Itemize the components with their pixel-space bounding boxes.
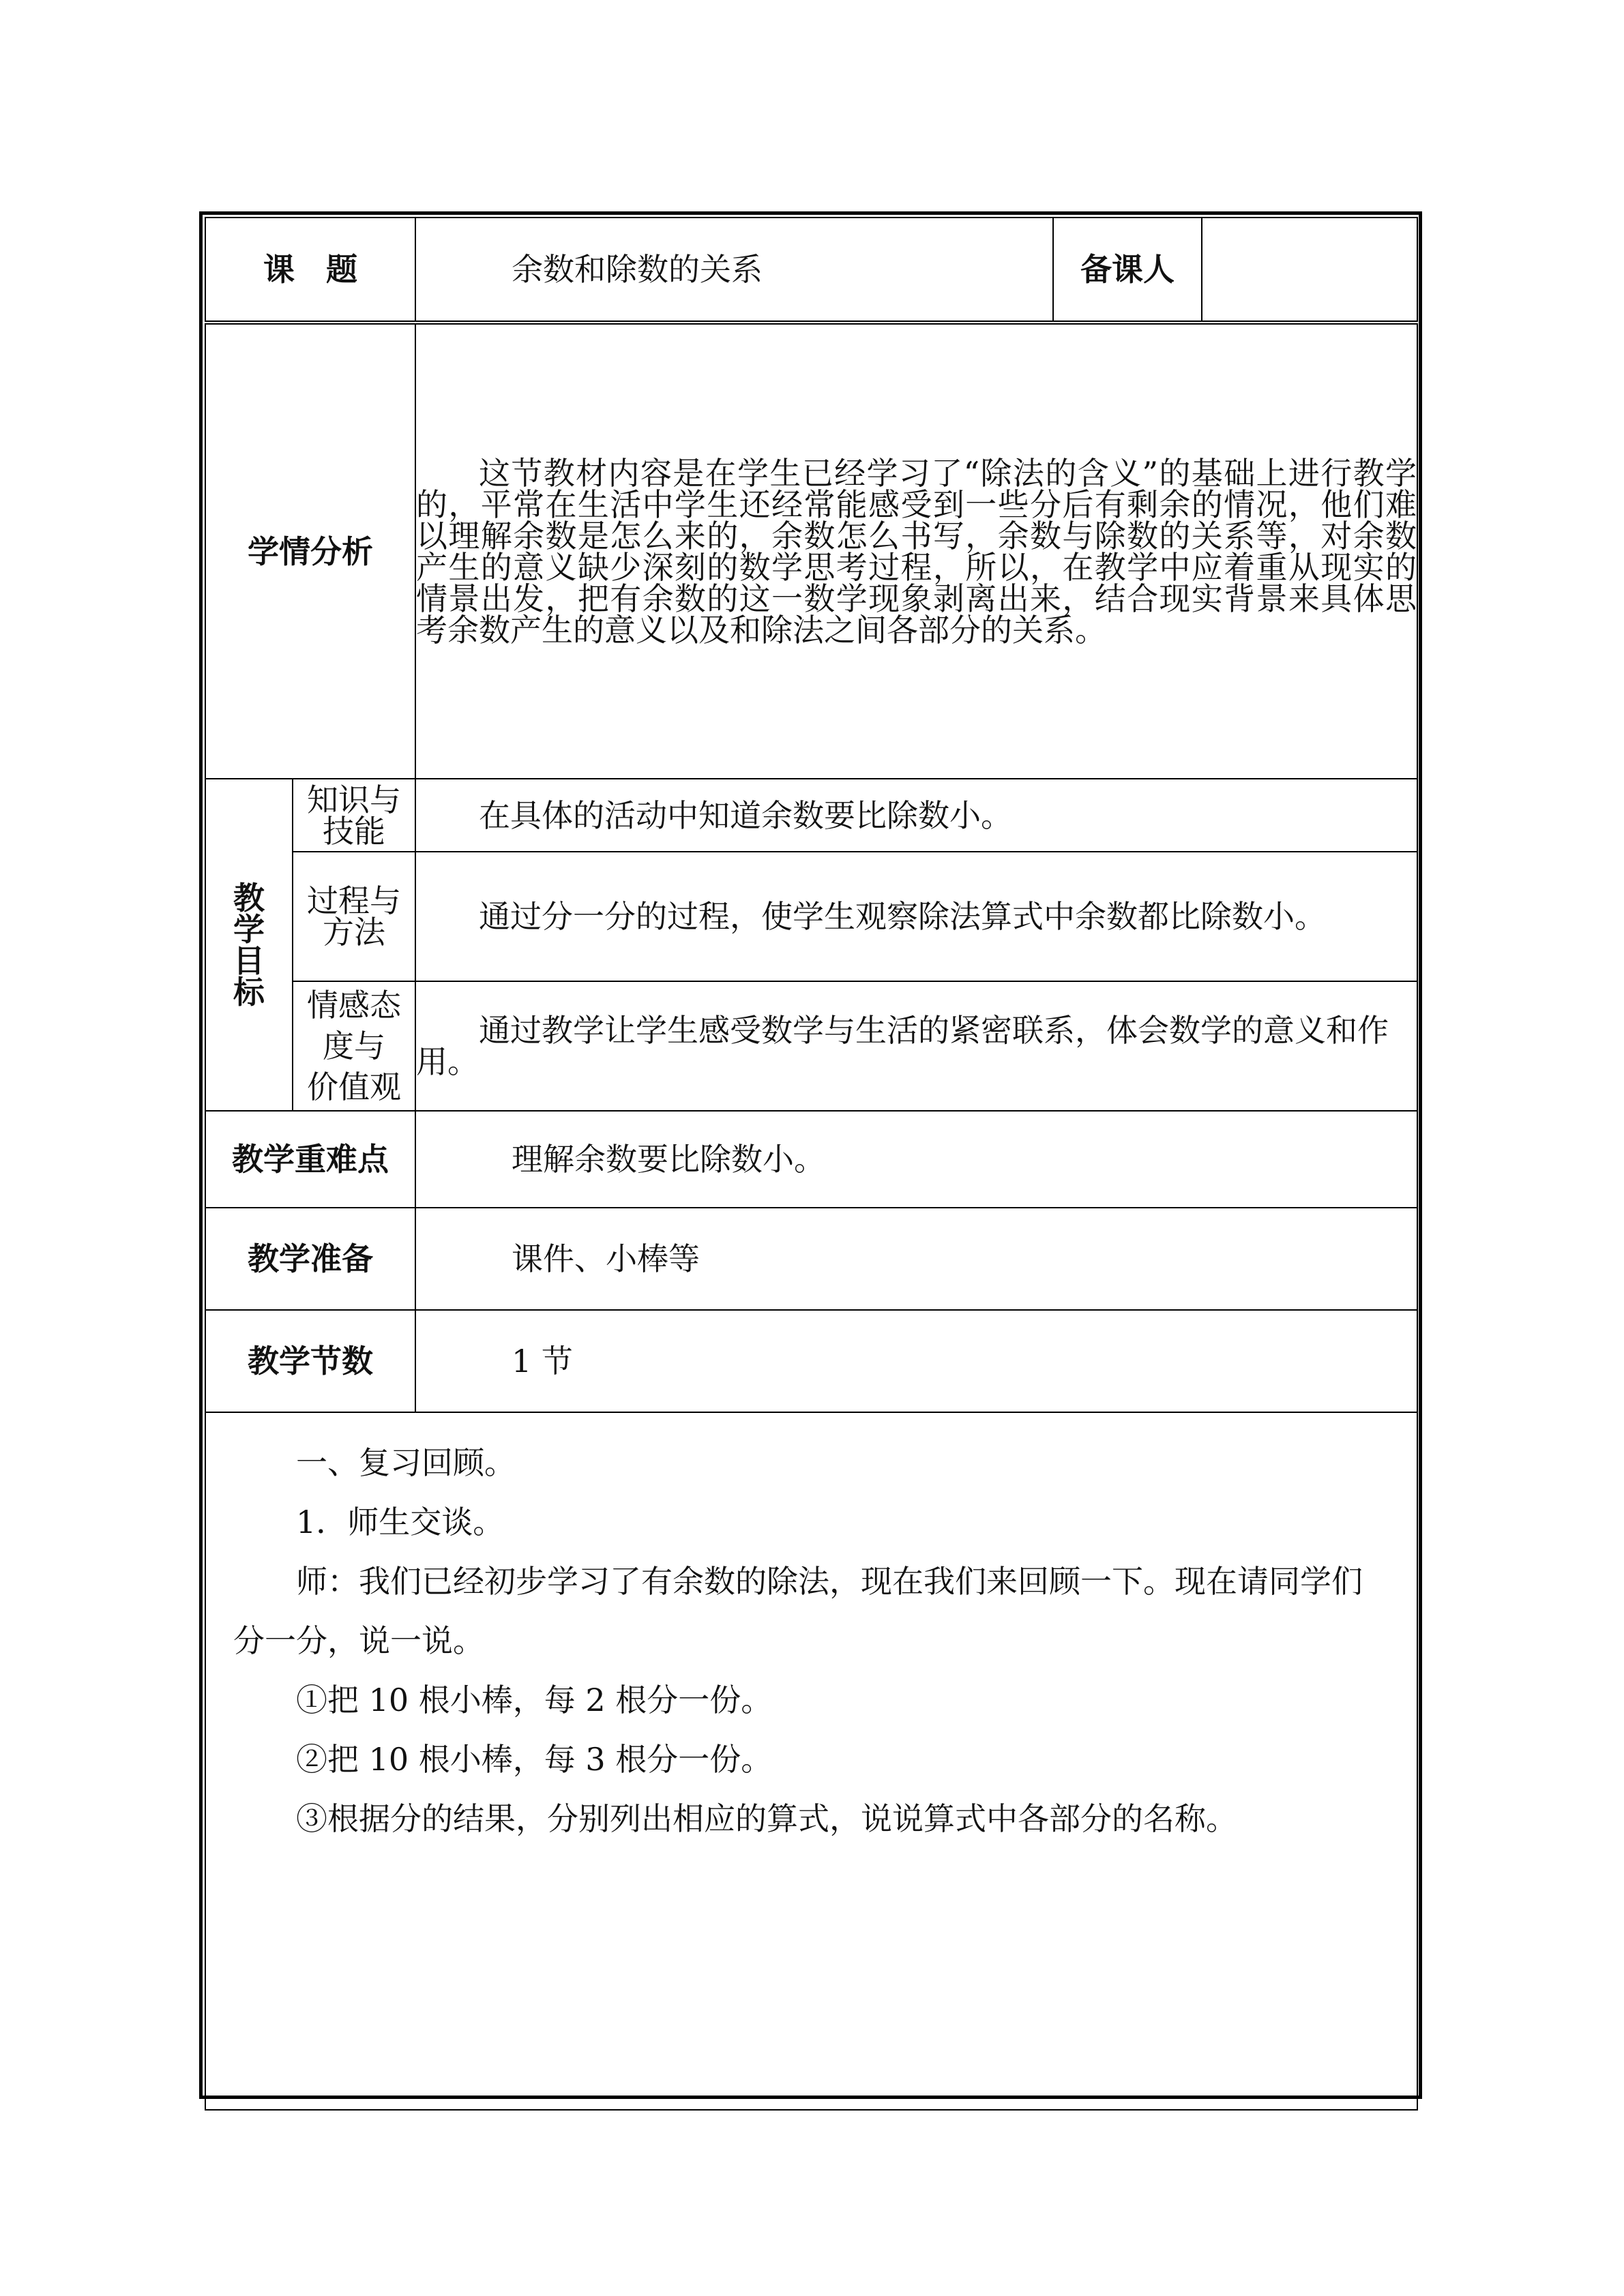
lesson-plan-table — [205, 217, 1418, 2111]
goals-label-char: 学 — [233, 910, 265, 948]
analysis-row — [205, 323, 1417, 779]
goal-row-process — [205, 852, 1417, 981]
process-line: 1．师生交谈。 — [296, 1504, 505, 1540]
goal-process-label: 过程与方法 — [293, 852, 415, 981]
periods-label: 教学节数 — [205, 1310, 415, 1412]
preparer-label: 备课人 — [1053, 218, 1202, 323]
preparation-row — [205, 1208, 1417, 1310]
topic-label: 课 题 — [205, 218, 415, 323]
process-row — [205, 1412, 1417, 2110]
process-line: 一、复习回顾。 — [296, 1444, 516, 1481]
preparer-value — [1202, 218, 1417, 323]
analysis-text: 这节教材内容是在学生已经学习了“除法的含义”的基础上进行教学的，平常在生活中学生还经常能感受到一些分后有剩余的情况，他们难以理解余数是怎么来的，余数怎么书写，余数与除数的关系等，对余数产生的意义缺少深刻的数学思考过程，所以，在教学中应着重从现实的情景出发，把有余数的这一数学现象剥离出来，结合现实背景来具体思考余数产生的意义以及和除法之间各部分的关系。 — [415, 323, 1417, 779]
process-line: ③根据分的结果，分别列出相应的算式，说说算式中各部分的名称。 — [296, 1800, 1237, 1837]
preparation-value: 课件、小棒等 — [415, 1208, 1417, 1310]
header-row — [205, 218, 1417, 323]
goals-label-char: 标 — [233, 973, 265, 1011]
key-points-label: 教学重难点 — [205, 1111, 415, 1208]
goal-knowledge-label: 知识与技能 — [293, 779, 415, 852]
goal-process-text: 通过分一分的过程，使学生观察除法算式中余数都比除数小。 — [415, 852, 1417, 981]
periods-value: 1 节 — [415, 1310, 1417, 1412]
goals-label — [205, 779, 293, 1111]
key-points-row — [205, 1111, 1417, 1208]
goals-label-char: 教 — [233, 879, 265, 916]
periods-row — [205, 1310, 1417, 1412]
topic-value: 余数和除数的关系 — [415, 218, 1053, 323]
preparation-label: 教学准备 — [205, 1208, 415, 1310]
key-points-value: 理解余数要比除数小。 — [415, 1111, 1417, 1208]
analysis-label: 学情分析 — [205, 323, 415, 779]
goal-attitude-text: 通过教学让学生感受数学与生活的紧密联系，体会数学的意义和作用。 — [415, 981, 1417, 1111]
goal-row-attitude — [205, 981, 1417, 1111]
goal-attitude-label-line: 价值观 — [307, 1069, 401, 1105]
goal-knowledge-text: 在具体的活动中知道余数要比除数小。 — [415, 779, 1417, 852]
goals-label-char: 目 — [233, 942, 265, 979]
process-line: 师：我们已经初步学习了有余数的除法，现在我们来回顾一下。现在请同学们分一分，说一说。 — [233, 1563, 1363, 1659]
goal-attitude-label — [293, 981, 415, 1111]
process-line: ②把 10 根小棒，每 3 根分一份。 — [296, 1741, 773, 1778]
process-line: ①把 10 根小棒，每 2 根分一份。 — [296, 1682, 773, 1718]
goal-row-knowledge — [205, 779, 1417, 852]
teaching-process — [205, 1412, 1417, 2110]
goal-attitude-label-line: 情感态度与 — [307, 987, 401, 1064]
